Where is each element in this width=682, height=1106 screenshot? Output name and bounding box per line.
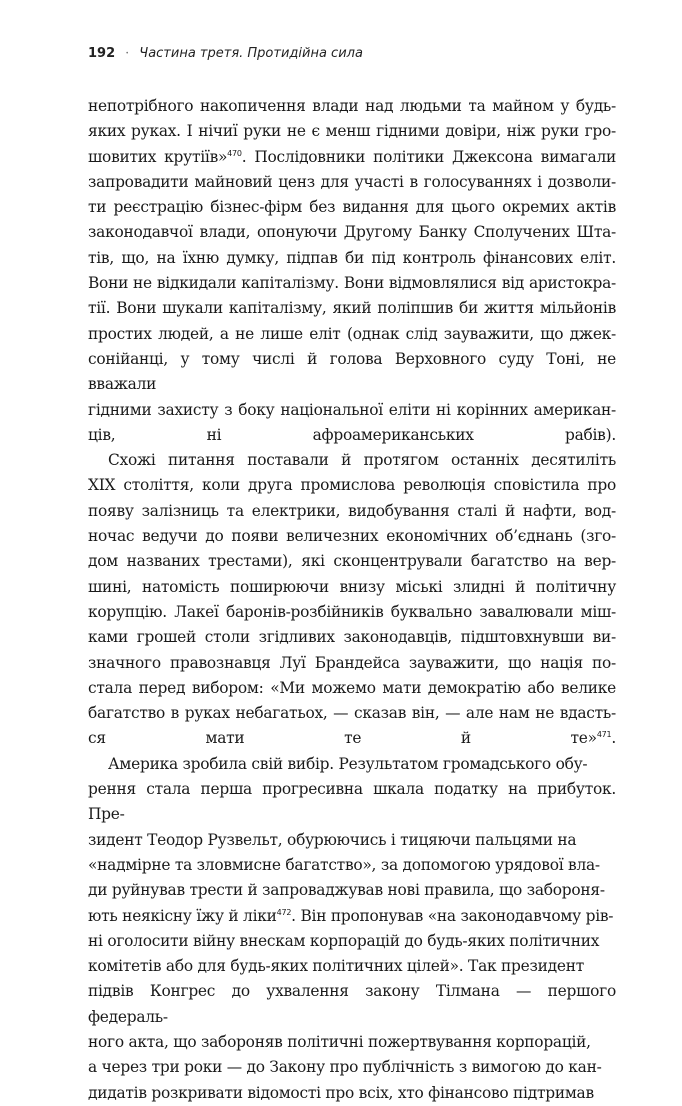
text-line: дидатів розкривати відомості про всіх, хто фінансово підтримав: [88, 1083, 594, 1102]
text-line: ночас ведучи до появи величезних економічних об’єднань (зго-: [88, 527, 616, 546]
text-line: ся мати те й те»: [88, 729, 597, 748]
text-line: дом названих трестами), які сконцентрували багатство на вер-: [88, 552, 616, 571]
text-line: гідними захисту з боку національної еліти ні корінних американ-: [88, 400, 616, 419]
text-line: тів, що, на їхню думку, підпав би під контроль фінансових еліт.: [88, 248, 616, 267]
text-line: підвів Конгрес до ухвалення закону Тілмана — першого федераль-: [88, 982, 616, 1026]
text-line: шині, натомість поширюючи внизу міські злидні й політичну: [88, 577, 616, 596]
footnote-ref: 471: [596, 730, 612, 740]
text-line: ди руйнував трести й запроваджував нові правила, що забороня-: [88, 881, 605, 900]
text-line: появу залізниць та електрики, видобування сталі й нафти, вод-: [88, 501, 616, 520]
text-line: корупцію. Лакеї баронів-розбійників буквально завалювали міш-: [88, 602, 616, 621]
text-line: «надмірне та зловмисне багатство», за допомогою урядової вла-: [88, 855, 600, 874]
text-line: комітетів або для будь-яких політичних цілей». Так президент: [88, 957, 584, 976]
text-line: законодавчої влади, опонуючи Другому Банку Сполучених Шта-: [88, 223, 616, 242]
paragraph: [88, 448, 616, 752]
text-line: ного акта, що забороняв політичні пожертвування корпорацій,: [88, 1032, 591, 1051]
running-title: Частина третя. Протидійна сила: [139, 46, 363, 61]
text-line: ками грошей столи згідливих законодавців, підштовхнувши ви-: [88, 628, 616, 647]
text-line: значного правознавця Луї Брандейса зауважити, що нація по-: [88, 653, 616, 672]
text-line: . Послідовники політики Джексона вимагали: [241, 147, 617, 166]
paragraph: [88, 752, 616, 1106]
text-line: сонійанці, у тому числі й голова Верховного суду Тоні, не вважали: [88, 349, 616, 394]
text-line: а через три роки — до Закону про публічність з вимогою до кан-: [88, 1058, 602, 1077]
text-line: .: [611, 729, 616, 748]
text-line: непотрібного накопичення влади над людьми та майном у будь-: [88, 97, 616, 115]
text-line: зидент Теодор Рузвельт, обурюючись і тицяючи пальцями на: [88, 830, 577, 849]
text-line: шовитих крутіїв»: [88, 147, 228, 166]
text-line: Вони не відкидали капіталізму. Вони відмовлялися від аристокра-: [88, 274, 616, 293]
text-line: яких руках. І нічиї руки не є менш гідними довіри, ніж руки гро-: [88, 122, 616, 141]
text-line: багатство в руках небагатьох, — сказав він, — але нам не вдасть-: [88, 704, 616, 723]
text-line: рення стала перша прогресивна шкала податку на прибуток. Пре-: [88, 780, 616, 824]
text-line: XIX століття, коли друга промислова революція сповістила про: [88, 476, 616, 495]
text-line: ють неякісну їжу й ліки: [88, 906, 277, 925]
text-line: тії. Вони шукали капіталізму, який поліпшив би життя мільйонів: [88, 299, 616, 318]
text-line: стала перед вибором: «Ми можемо мати демократію або велике: [88, 678, 616, 697]
footnote-ref: 472: [276, 907, 292, 917]
text-line: запровадити майновий ценз для участі в голосуваннях і дозволи-: [88, 172, 616, 191]
text-line: простих людей, а не лише еліт (однак слід зауважити, що джек-: [88, 324, 616, 343]
footnote-ref: 470: [227, 148, 242, 158]
body-text: [88, 94, 616, 1106]
text-line: ти реєстрацію бізнес-фірм без видання для цього окремих актів: [88, 198, 616, 217]
book-page: [88, 46, 616, 1106]
paragraph: [88, 94, 616, 448]
header-separator: ·: [125, 46, 130, 61]
text-line: . Він пропонував «на законодавчому рів-: [291, 906, 614, 925]
page-number: 192: [88, 46, 116, 61]
text-line: ців, ні афроамериканських рабів).: [88, 425, 616, 444]
running-header: [88, 46, 616, 68]
text-line: Схожі питання поставали й протягом останніх десятиліть: [108, 451, 616, 470]
text-line: ні оголосити війну внескам корпорацій до будь-яких політичних: [88, 931, 600, 950]
text-line: Америка зробила свій вибір. Результатом громадського обу-: [108, 754, 588, 773]
